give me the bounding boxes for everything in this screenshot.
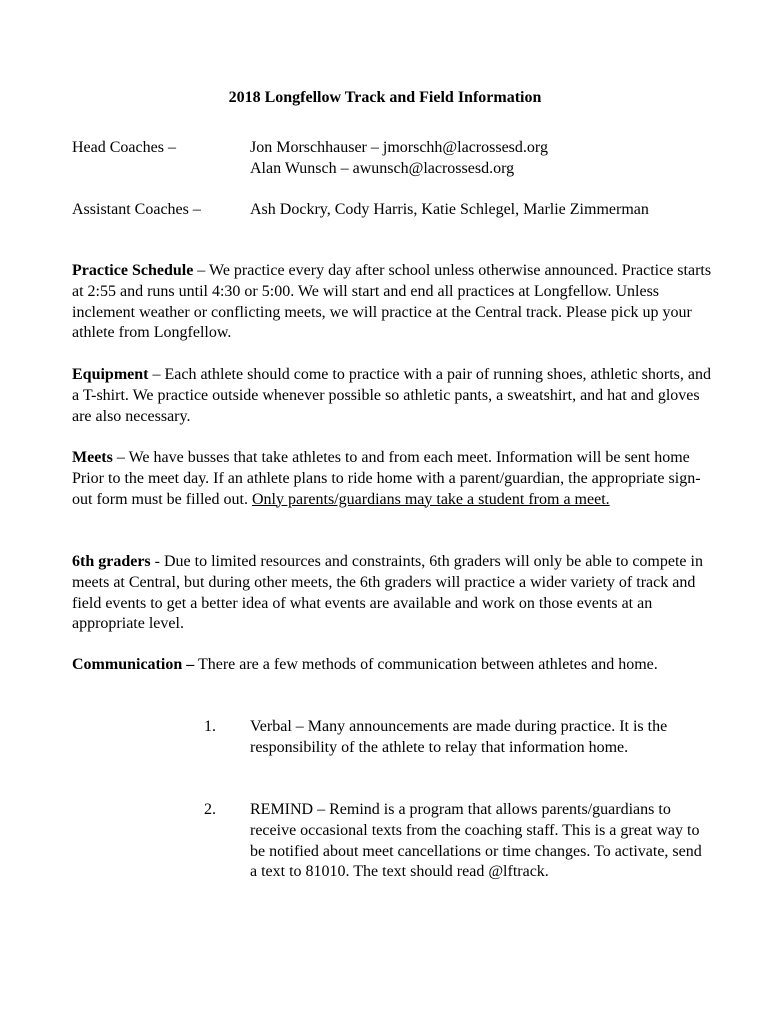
communication-heading: Communication – — [72, 656, 195, 673]
meets-underlined-text: Only parents/guardians may take a student from a meet. — [251, 490, 610, 508]
list-item-text: Verbal – Many announcements are made during practice. It is the responsibility of the athlete to relay that information home. — [250, 718, 668, 756]
practice-schedule-paragraph — [72, 261, 712, 344]
communication-text: There are a few methods of communication between athletes and home. — [194, 656, 658, 673]
list-number: 2. — [204, 801, 216, 818]
equipment-text: – Each athlete should come to practice with a pair of running shoes, athletic shorts, and a T-shirt. We practice outside whenever possible so athletic pants, a sweatshirt, and hat and gloves are also necessary. — [72, 366, 711, 425]
sixth-graders-paragraph — [72, 552, 712, 635]
practice-schedule-heading: Practice Schedule — [72, 262, 194, 279]
head-coach-1: Jon Morschhauser – jmorschh@lacrossesd.org — [250, 139, 548, 156]
meets-paragraph — [72, 448, 712, 510]
practice-schedule-text: – We practice every day after school unless otherwise announced. Practice starts at 2:55 and runs until 4:30 or 5:00. We will start and end all practices at Longfellow. Unless inclement weather or conflicting meets, we will practice at the Central track. Please pick up your athlete from Longfellow. — [72, 262, 712, 342]
meets-heading: Meets — [72, 449, 113, 466]
assistant-coaches-list: Ash Dockry, Cody Harris, Katie Schlegel, Marlie Zimmerman — [250, 201, 649, 218]
meets-text: – We have busses that take athletes to and from each meet. Information will be sent home Prior to the meet day. If an athlete plans to ride home with a parent/guardian, the appropriate sign-out form must be filled out. — [72, 449, 701, 508]
sixth-graders-text: - Due to limited resources and constraints, 6th graders will only be able to compete in meets at Central, but during other meets, the 6th graders will practice a wider variety of track and field events to get a better idea of what events are available and work on those events at an appropriate level. — [72, 553, 703, 633]
assistant-coaches-label: Assistant Coaches – — [72, 201, 201, 218]
head-coaches-list — [250, 138, 548, 180]
equipment-paragraph — [72, 365, 712, 427]
head-coaches-label: Head Coaches – — [72, 139, 176, 156]
list-item-text: REMIND – Remind is a program that allows parents/guardians to receive occasional texts from the coaching staff. This is a great way to be notified about meet cancellations or time changes. To activate, send a text to 81010. The text should read @lftrack. — [250, 801, 702, 881]
list-number: 1. — [204, 718, 216, 735]
communication-paragraph — [72, 655, 712, 676]
equipment-heading: Equipment — [72, 366, 149, 383]
head-coach-2: Alan Wunsch – awunsch@lacrossesd.org — [250, 159, 515, 177]
document-title: 2018 Longfellow Track and Field Information — [228, 89, 542, 106]
sixth-graders-heading: 6th graders — [72, 553, 151, 570]
